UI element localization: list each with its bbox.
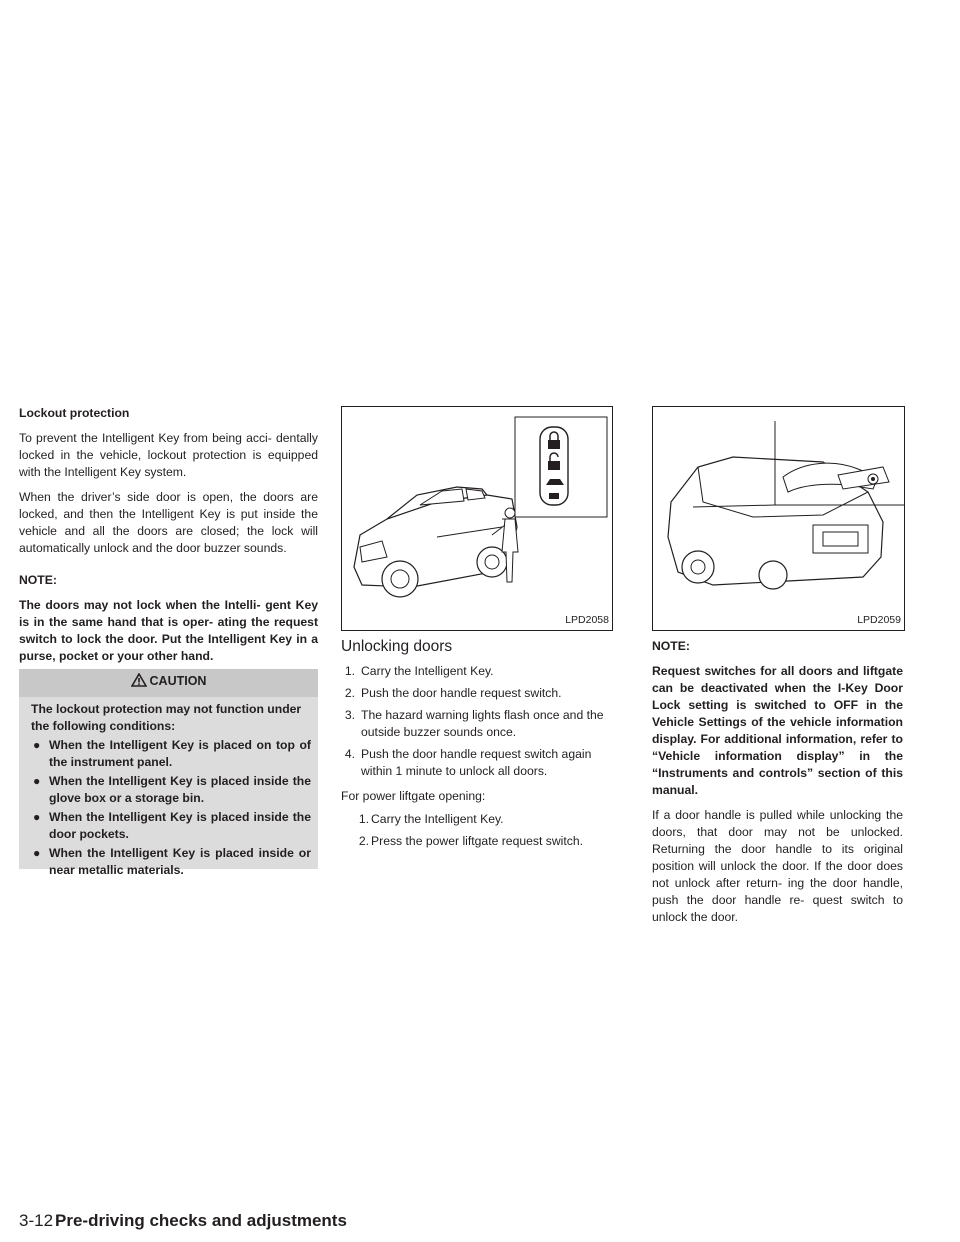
key-fob-panic-icon xyxy=(549,493,559,499)
unlocking-doors-heading: Unlocking doors xyxy=(341,638,453,655)
door-handle-paragraph: If a door handle is pulled while unlocking the doors, that door may not be unlocked. Returning the door handle to its original position will unlock the door. If the door does not unlock after return- ing the door handle, push the door handle re- quest switch to unlock the door. xyxy=(652,808,903,924)
caution-title: CAUTION xyxy=(149,674,207,688)
section-title: Pre-driving checks and adjustments xyxy=(55,1211,347,1230)
warning-triangle-icon xyxy=(131,673,147,687)
vehicle-door-illustration xyxy=(342,407,612,630)
unlock-steps-list xyxy=(341,663,611,780)
list-item: 1. Carry the Intelligent Key. xyxy=(358,812,504,826)
liftgate-steps-list xyxy=(341,811,611,850)
list-item: 2. Press the power liftgate request switch. xyxy=(358,834,584,848)
list-item: 3. The hazard warning lights flash once and the outside buzzer sounds once. xyxy=(344,708,604,739)
figure-label: LPD2058 xyxy=(565,614,609,626)
caution-intro: The lockout protection may not function under the following conditions: xyxy=(31,702,302,733)
page-number: 3-12 xyxy=(19,1211,54,1230)
liftgate-illustration xyxy=(653,407,904,630)
caution-item: ● When the Intelligent Key is placed on top of the instrument panel. xyxy=(33,738,311,769)
lockout-paragraph-2: When the driver’s side door is open, the doors are locked, and then the Intelligent Key is put inside the vehicle and all the doors are closed; the lock will automatically unlock and the door buzzer sounds. xyxy=(19,490,318,555)
figure-lpd2059 xyxy=(652,406,905,631)
lockout-protection-heading: Lockout protection xyxy=(19,406,130,420)
lockout-paragraph-1: To prevent the Intelligent Key from being acci- dentally locked in the vehicle, lockout protection is equipped with the Intelligent Key system. xyxy=(19,431,318,479)
note-label: NOTE: xyxy=(19,573,57,587)
caution-item: ● When the Intelligent Key is placed inside the glove box or a storage bin. xyxy=(33,774,311,805)
note-text: Request switches for all doors and liftgate can be deactivated when the I-Key Door Lock setting is switched to OFF in the Vehicle Settings of the vehicle information display. For additional information, refer to “Vehicle information display” in the “Instruments and controls” section of this manual. xyxy=(652,664,903,797)
list-item: 1. Carry the Intelligent Key. xyxy=(344,664,494,678)
caution-body xyxy=(31,701,311,881)
left-column xyxy=(19,405,318,673)
list-item: 2. Push the door handle request switch. xyxy=(344,686,562,700)
middle-column xyxy=(341,638,611,855)
liftgate-intro: For power liftgate opening: xyxy=(341,789,486,803)
figure-label: LPD2059 xyxy=(857,614,901,626)
caution-item: ● When the Intelligent Key is placed inside or near metallic materials. xyxy=(33,846,311,877)
note-text: The doors may not lock when the Intelli- gent Key is in the same hand that is oper- ating the request switch to lock the door. Put the Intelligent Key in a purse, pocket or your other hand. xyxy=(19,598,318,663)
right-column xyxy=(652,638,903,934)
figure-lpd2058 xyxy=(341,406,613,631)
note-label: NOTE: xyxy=(652,639,690,653)
caution-title-row xyxy=(19,673,318,695)
caution-box xyxy=(19,669,318,877)
list-item: 4. Push the door handle request switch again within 1 minute to unlock all doors. xyxy=(344,747,592,778)
caution-item: ● When the Intelligent Key is placed inside the door pockets. xyxy=(33,810,311,841)
